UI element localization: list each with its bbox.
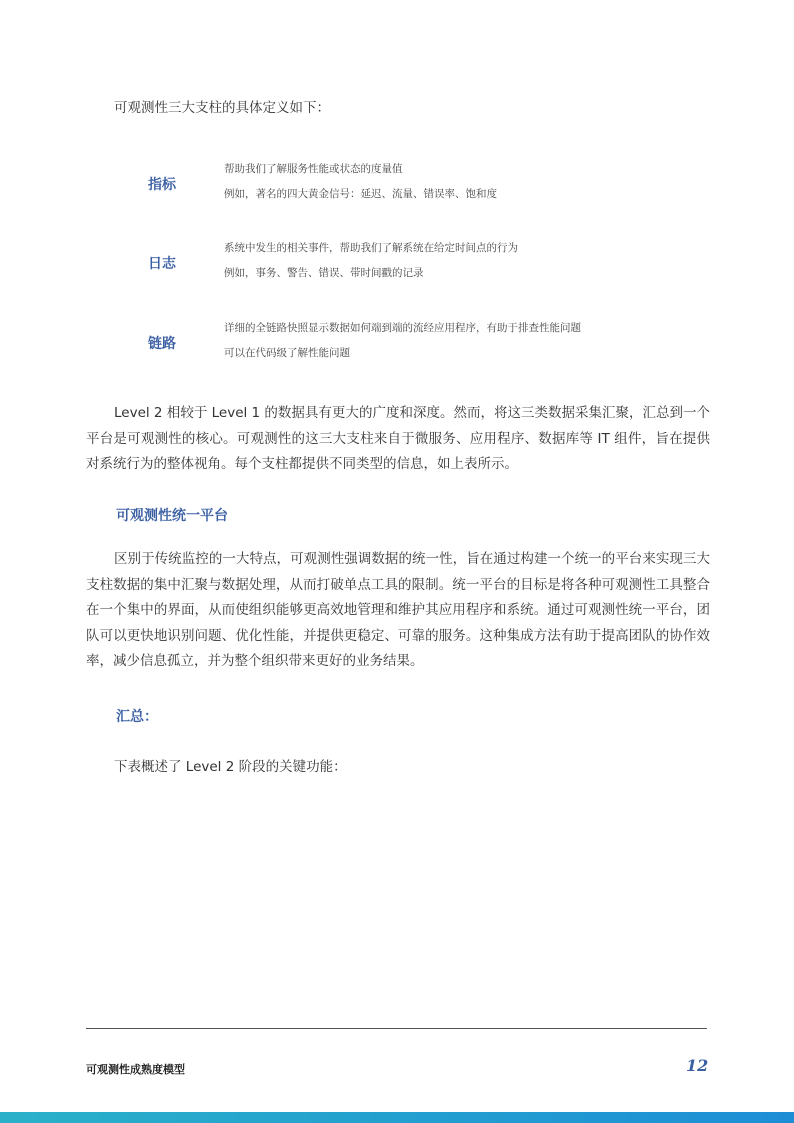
- pillar-line: 帮助我们了解服务性能或状态的度量值: [224, 163, 403, 175]
- pillar-line: 例如，事务、警告、错误、带时间戳的记录: [224, 267, 424, 279]
- footer-divider: [86, 1028, 707, 1029]
- pillar-name: 日志: [148, 256, 176, 272]
- paragraph-level2: Level 2 相较于 Level 1 的数据具有更大的广度和深度。然而，将这三类数据采集汇聚，汇总到一个平台是可观测性的核心。可观测性的这三大支柱来自于微服务、应用程序、数据库等 IT 组件，旨在提供对系统行为的整体视角。每个支柱都提供不同类型的信息，如上表所示。: [86, 405, 710, 472]
- pillar-description: [224, 157, 497, 207]
- footer-title: 可观测性成熟度模型: [86, 1063, 185, 1076]
- summary-text: 下表概述了 Level 2 阶段的关键功能：: [114, 759, 347, 775]
- footer-color-bar: [0, 1112, 794, 1123]
- paragraph-platform: 区别于传统监控的一大特点，可观测性强调数据的统一性，旨在通过构建一个统一的平台来实现三大支柱数据的集中汇聚与数据处理，从而打破单点工具的限制。统一平台的目标是将各种可观测性工具整合在一个集中的界面，从而使组织能够更高效地管理和维护其应用程序和系统。通过可观测性统一平台，团队可以更快地识别问题、优化性能，并提供更稳定、可靠的服务。这种集成方法有助于提高团队的协作效率，减少信息孤立，并为整个组织带来更好的业务结果。: [86, 551, 710, 669]
- pillar-name: 指标: [148, 177, 176, 193]
- pillar-traces: [0, 316, 794, 376]
- pillar-line: 详细的全链路快照显示数据如何端到端的流经应用程序，有助于排查性能问题: [224, 322, 581, 334]
- section-heading-platform: 可观测性统一平台: [116, 508, 228, 524]
- pillar-description: [224, 236, 518, 286]
- pillar-name: 链路: [148, 336, 176, 352]
- page-number: 12: [686, 1056, 709, 1075]
- pillar-metrics: [0, 157, 794, 217]
- pillar-line: 例如，著名的四大黄金信号：延迟、流量、错误率、饱和度: [224, 188, 497, 200]
- pillar-logs: [0, 236, 794, 296]
- pillar-line: 可以在代码级了解性能问题: [224, 347, 350, 359]
- section-heading-summary: 汇总：: [116, 709, 158, 725]
- pillar-line: 系统中发生的相关事件，帮助我们了解系统在给定时间点的行为: [224, 242, 518, 254]
- intro-text: 可观测性三大支柱的具体定义如下：: [114, 100, 330, 116]
- pillar-description: [224, 316, 581, 366]
